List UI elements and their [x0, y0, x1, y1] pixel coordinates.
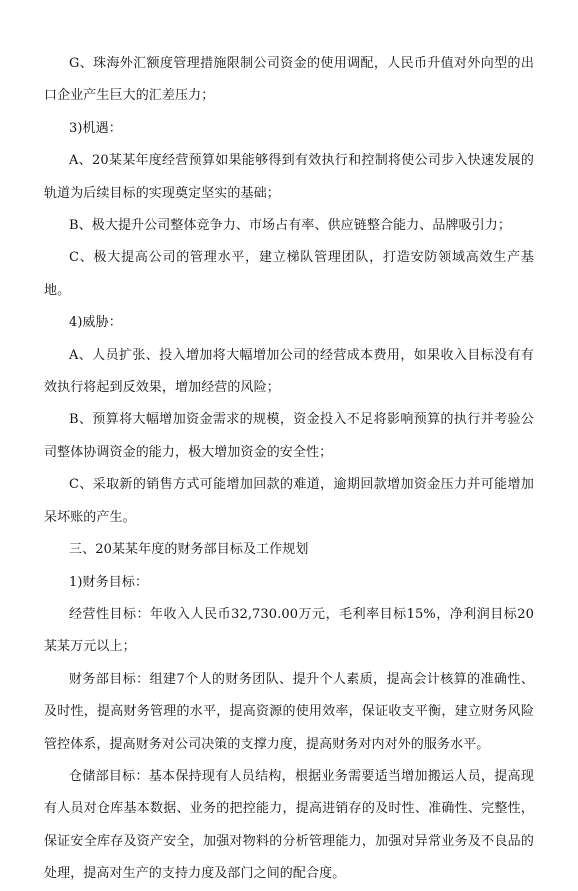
section-heading-finance-goals: 三、20某某年度的财务部目标及工作规划 [69, 542, 309, 558]
paragraph-operating-target: 经营性目标：年收入人民币32,730.00万元，毛利率目标15%，净利润目标20某某万元以上； [44, 606, 534, 655]
paragraph-opportunity-a: A、20某某年度经营预算如果能够得到有效执行和控制将使公司步入快速发展的轨道为后续目标的实现奠定坚实的基础； [44, 153, 534, 201]
paragraph-warehouse-target: 仓储部目标：基本保持现有人员结构，根据业务需要适当增加搬运人员，提高现有人员对仓库基本数据、业务的把控能力，提高进销存的及时性、准确性、完整性，保证安全库存及资产安全，加强对物料的分析管理能力，加强对异常业务及不良品的处理，提高对生产的支持力度及部门之间的配合度。 [44, 768, 534, 882]
paragraph-threat-g: G、珠海外汇额度管理措施限制公司资金的使用调配，人民币升值对外向型的出口企业产生巨大的汇差压力； [44, 56, 534, 104]
heading-opportunities: 3)机遇： [69, 120, 122, 136]
paragraph-threat-c: C、采取新的销售方式可能增加回款的难道，逾期回款增加资金压力并可能增加呆坏账的产生。 [44, 477, 534, 525]
heading-finance-targets: 1)财务目标： [69, 574, 149, 590]
paragraph-finance-dept-target: 财务部目标：组建7个人的财务团队、提升个人素质，提高会计核算的准确性、及时性，提高财务管理的水平，提高资源的使用效率，保证收支平衡，建立财务风险管控体系，提高财务对公司决策的支撑力度，提高财务对内对外的服务水平。 [44, 671, 534, 752]
paragraph-threat-b: B、预算将大幅增加资金需求的规模，资金投入不足将影响预算的执行并考验公司整体协调资金的能力，极大增加资金的安全性； [44, 412, 534, 460]
paragraph-opportunity-b: B、极大提升公司整体竞争力、市场占有率、供应链整合能力、品牌吸引力； [69, 218, 511, 234]
paragraph-threat-a: A、人员扩张、投入增加将大幅增加公司的经营成本费用，如果收入目标没有有效执行将起到反效果，增加经营的风险； [44, 347, 534, 396]
heading-threats: 4)威胁： [69, 315, 122, 331]
paragraph-opportunity-c: C、极大提高公司的管理水平，建立梯队管理团队，打造安防领域高效生产基地。 [44, 250, 534, 298]
